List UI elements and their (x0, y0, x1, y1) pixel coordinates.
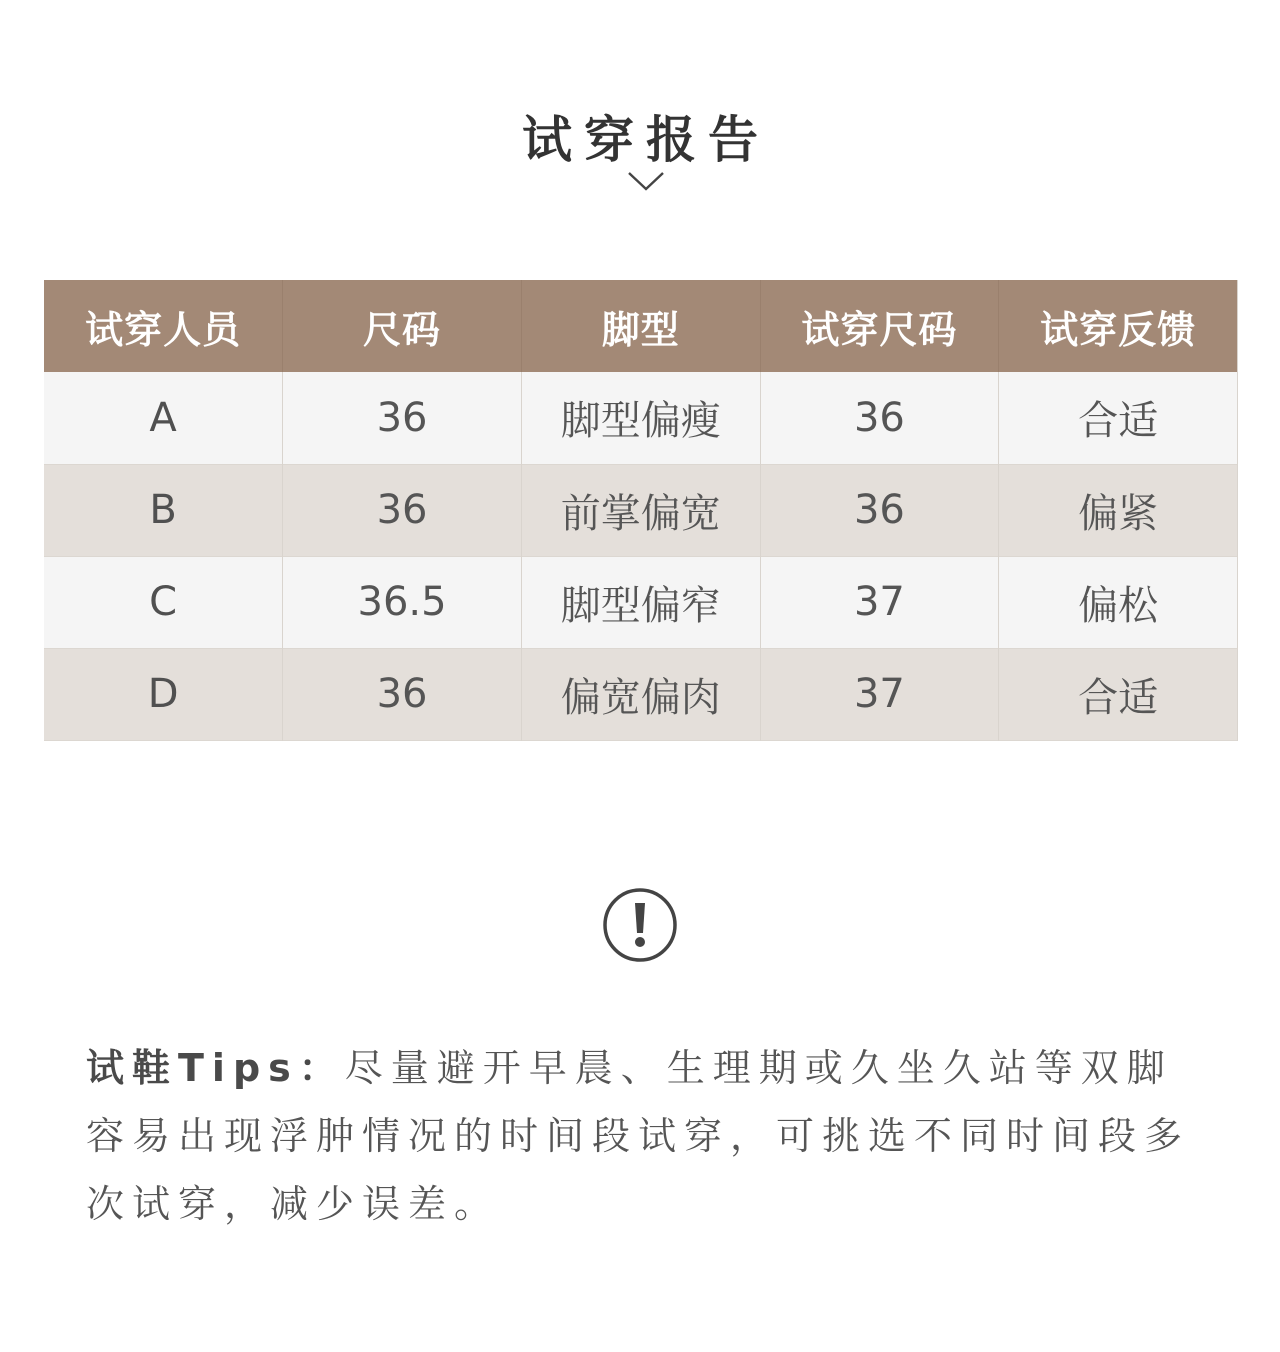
column-header-size: 尺码 (283, 280, 522, 372)
cell-size: 36.5 (283, 556, 522, 648)
cell-person: A (44, 372, 283, 464)
cell-feedback: 偏松 (999, 556, 1238, 648)
cell-size: 36 (283, 464, 522, 556)
column-header-foot-type: 脚型 (521, 280, 760, 372)
column-header-fitting-size: 试穿尺码 (760, 280, 999, 372)
fitting-report-table (44, 280, 1238, 741)
cell-foot-type: 前掌偏宽 (521, 464, 760, 556)
cell-foot-type: 脚型偏窄 (521, 556, 760, 648)
exclamation-circle-icon (602, 887, 678, 963)
cell-fitting-size: 36 (760, 372, 999, 464)
cell-fitting-size: 36 (760, 464, 999, 556)
cell-feedback: 合适 (999, 372, 1238, 464)
cell-person: C (44, 556, 283, 648)
table-row (44, 648, 1238, 740)
cell-size: 36 (283, 372, 522, 464)
column-header-feedback: 试穿反馈 (999, 280, 1238, 372)
cell-feedback: 偏紧 (999, 464, 1238, 556)
cell-person: D (44, 648, 283, 740)
cell-foot-type: 脚型偏瘦 (521, 372, 760, 464)
cell-feedback: 合适 (999, 648, 1238, 740)
table-row (44, 372, 1238, 464)
table-header-row (44, 280, 1238, 372)
cell-fitting-size: 37 (760, 556, 999, 648)
fitting-tips (86, 1034, 1206, 1238)
table-row (44, 464, 1238, 556)
tips-label: 试鞋Tips： (86, 1046, 345, 1090)
page-title: 试穿报告 (522, 110, 770, 169)
table-row (44, 556, 1238, 648)
cell-size: 36 (283, 648, 522, 740)
cell-foot-type: 偏宽偏肉 (521, 648, 760, 740)
tips-text: 尽量避开早晨、生理期或久坐久站等双脚容易出现浮肿情况的时间段试穿，可挑选不同时间段多次试穿，减少误差。 (86, 1046, 1191, 1226)
chevron-down-icon (627, 168, 665, 194)
cell-person: B (44, 464, 283, 556)
column-header-person: 试穿人员 (44, 280, 283, 372)
cell-fitting-size: 37 (760, 648, 999, 740)
